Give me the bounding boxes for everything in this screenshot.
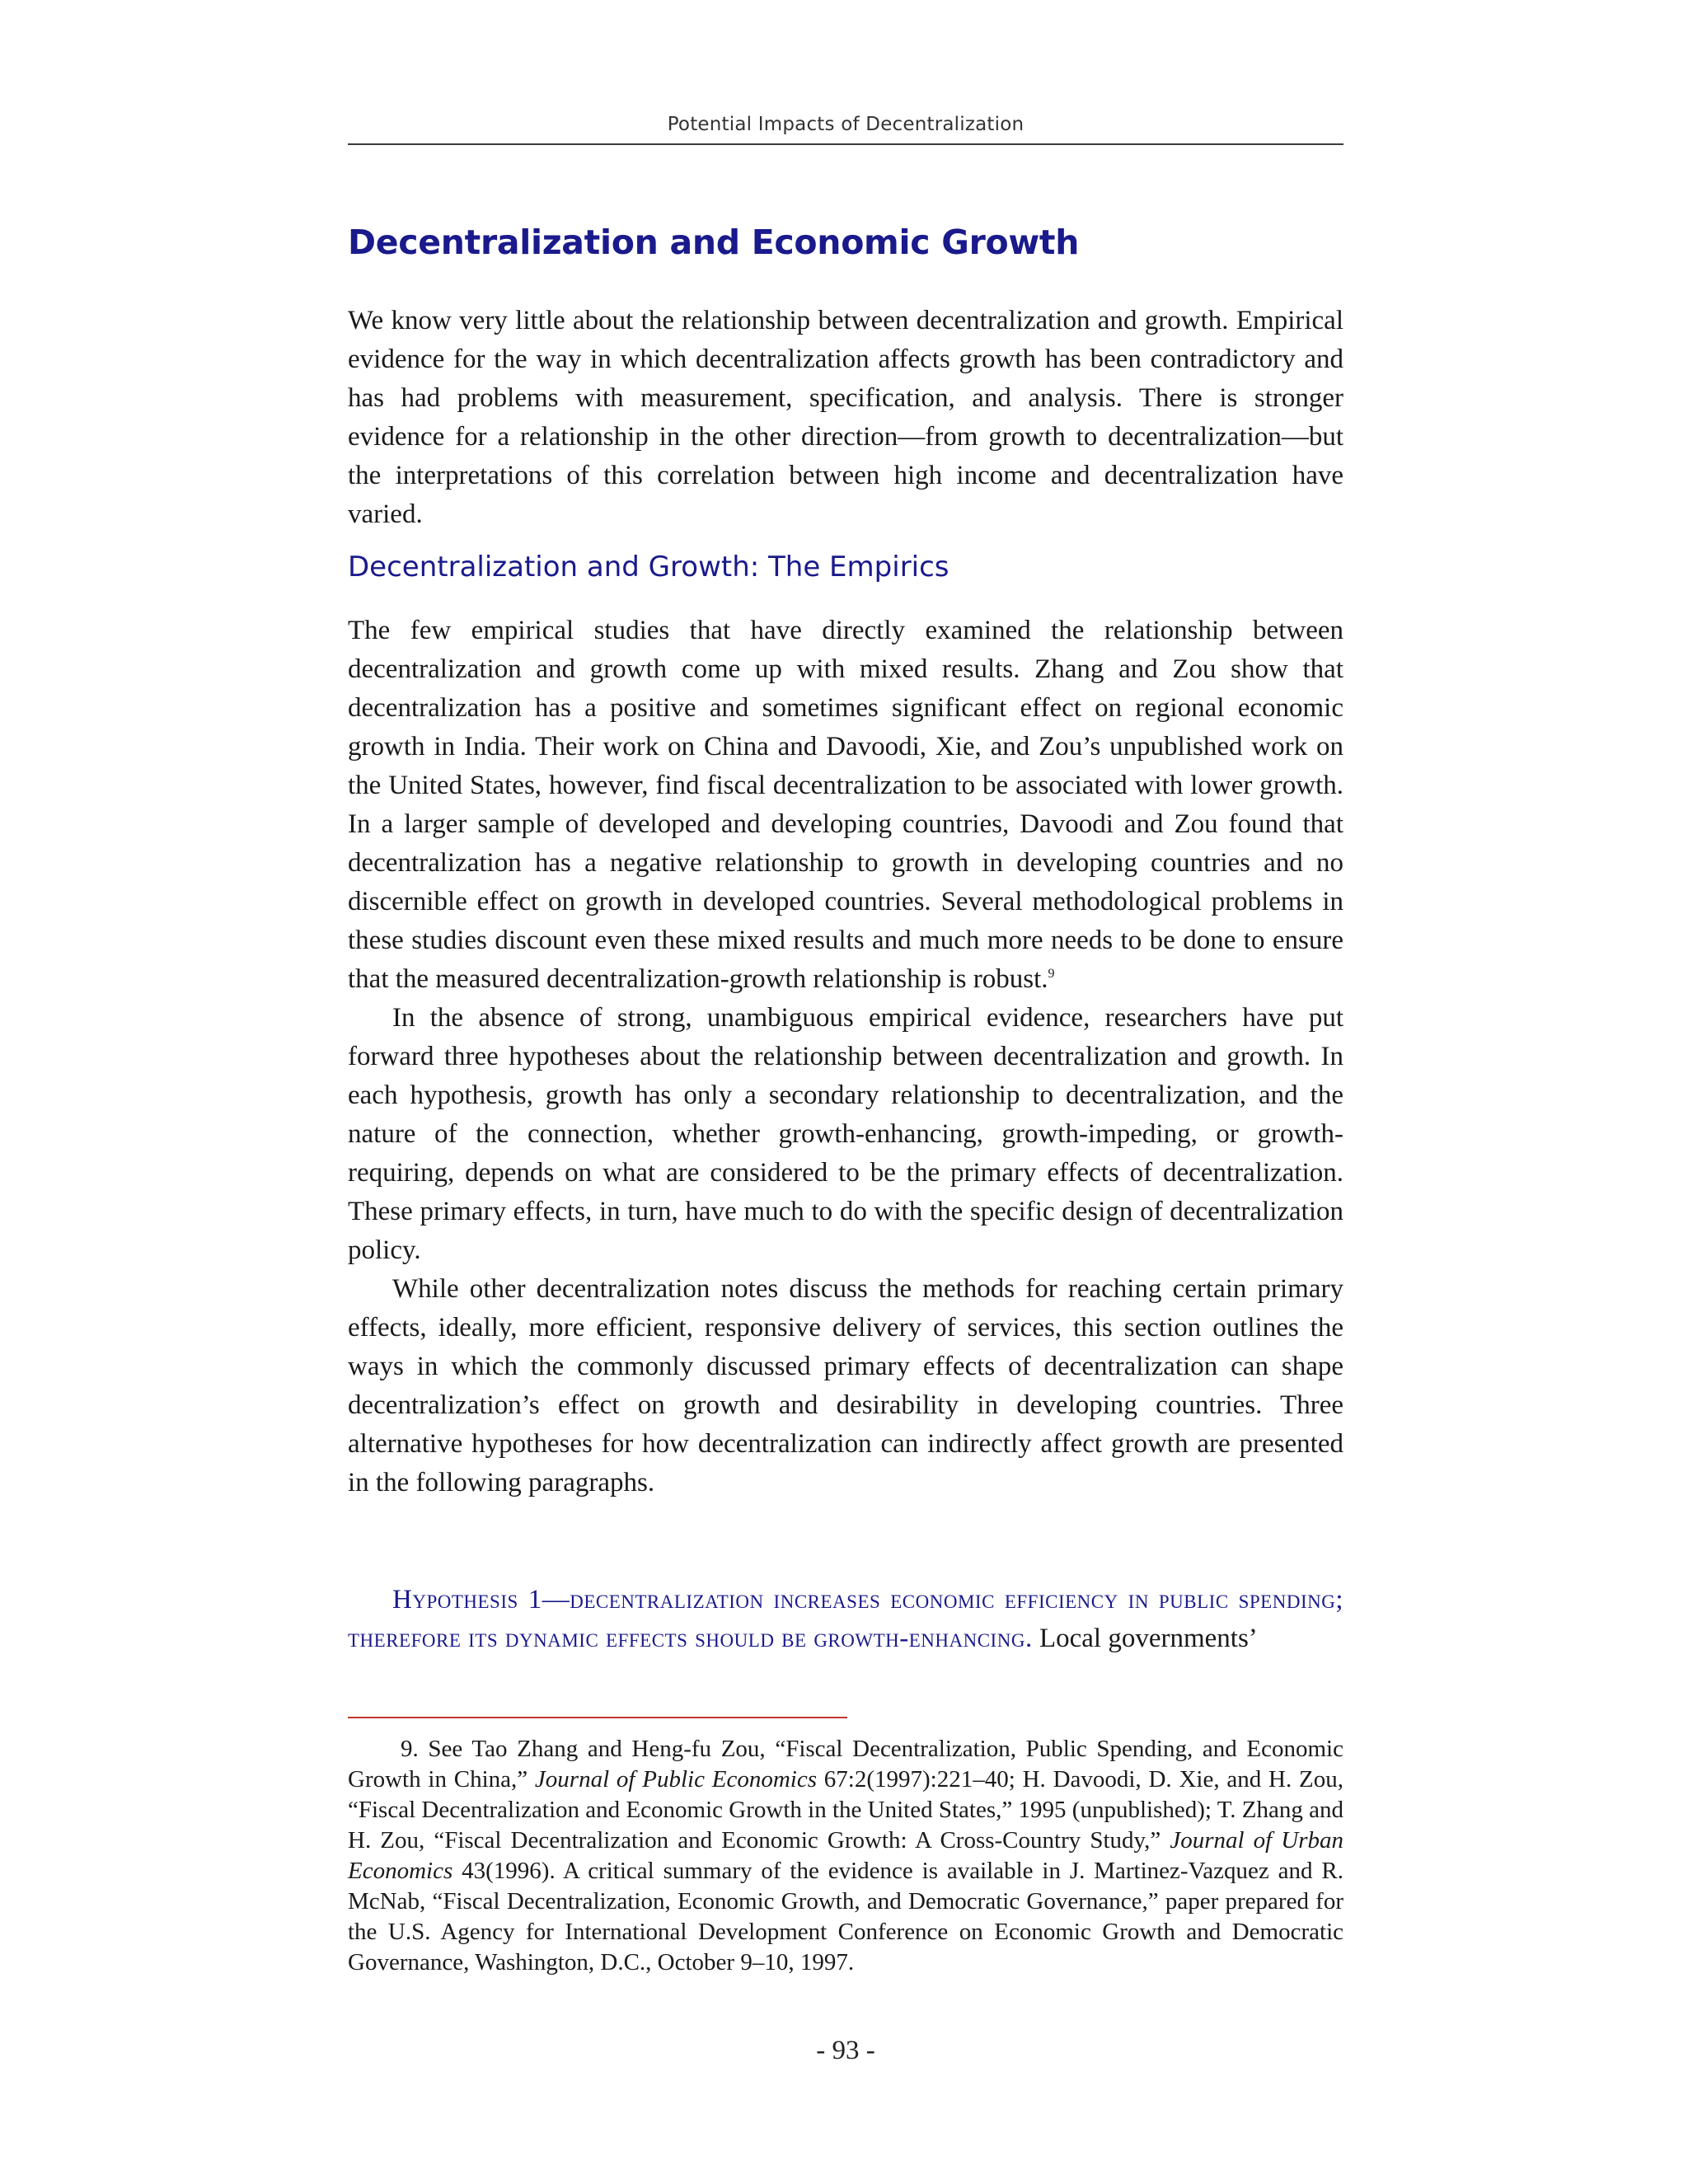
empirics-paragraph-3: While other decentralization notes discuss the methods for reaching certain primary effects, ideally, more efficient, responsive delivery of services, this section outlines the ways in which the commonly discussed primary effects of decentralization can shape decentralization’s effect on growth and desirability in developing countries. Three alternative hypotheses for how decentralization can indirectly affect growth are presented in the following paragraphs. xyxy=(348,1274,1343,1497)
intro-block xyxy=(348,302,1343,534)
footnote-text-part-2: 67:2(1997):221–40; H. Davoodi, D. Xie, and H. Zou, “Fiscal Decentralization and Economic Growth in the United States,” 1995 (unpublished); T. Zhang and H. Zou, “Fiscal Decentralization and Economic Growth: A Cross-Country Study,” xyxy=(348,1766,1343,1854)
footnote-journal-2: Journal of Urban Economics xyxy=(348,1827,1343,1884)
hypothesis-text: Local governments’ xyxy=(1032,1624,1258,1653)
header-rule xyxy=(348,143,1343,145)
empirics-paragraph-1 xyxy=(348,612,1343,999)
hypothesis-block xyxy=(348,1581,1343,1658)
footnote-rule xyxy=(348,1717,847,1718)
footnote-journal-1: Journal of Public Economics xyxy=(534,1766,818,1793)
running-header: Potential Impacts of Decentralization xyxy=(667,114,1025,135)
section-title: Decentralization and Economic Growth xyxy=(348,223,1080,262)
empirics-block xyxy=(348,612,1343,1502)
hypothesis-paragraph xyxy=(348,1581,1343,1658)
footnote-reference[interactable]: 9 xyxy=(1048,967,1055,981)
page-number: - 93 - xyxy=(816,2036,875,2065)
subsection-title: Decentralization and Growth: The Empirics xyxy=(348,551,950,583)
footnote-text-part-3: 43(1996). A critical summary of the evidence is available in J. Martinez-Vazquez and R. McNab, “Fiscal Decentralization, Economic Growth, and Democratic Governance,” paper prepared for the U.S. Agency for International Development Conference on Economic Growth and Democratic Governance, Washington, D.C., October 9–10, 1997. xyxy=(348,1858,1343,1975)
footnote-9 xyxy=(348,1734,1343,1978)
intro-paragraph: We know very little about the relationship between decentralization and growth. Empirical evidence for the way in which decentralization affects growth has been contradictory and has had problems with measurement, specification, and analysis. There is stronger evidence for a relationship in the other direction—from growth to decentralization—but the interpretations of this correlation between high income and decentralization have varied. xyxy=(348,306,1343,529)
empirics-paragraph-2: In the absence of strong, unambiguous empirical evidence, researchers have put forward three hypotheses about the relationship between decentralization and growth. In each hypothesis, growth has only a secondary relationship to decentralization, and the nature of the connection, whether growth-enhancing, growth-impeding, or growth-requiring, depends on what are considered to be the primary effects of decentralization. These primary effects, in turn, have much to do with the specific design of decentralization policy. xyxy=(348,1003,1343,1265)
footnote-number: 9. xyxy=(401,1736,419,1762)
footnote-text-part-1: See Tao Zhang and Heng-fu Zou, “Fiscal Decentralization, Public Spending, and Economic Growth in China,” xyxy=(348,1736,1343,1793)
empirics-paragraph-1-text: The few empirical studies that have directly examined the relationship between decentralization and growth come up with mixed results. Zhang and Zou show that decentralization has a positive and sometimes significant effect on regional economic growth in India. Their work on China and Davoodi, Xie, and Zou’s unpublished work on the United States, however, find fiscal decentralization to be associated with lower growth. In a larger sample of developed and developing countries, Davoodi and Zou found that decentralization has a negative relationship to growth in developing countries and no discernible effect on growth in developed countries. Several methodological problems in these studies discount even these mixed results and much more needs to be done to ensure that the measured decentralization-growth relationship is robust. xyxy=(348,616,1343,994)
hypothesis-label: Hypothesis 1—decentralization increases economic efficiency in public spending; therefore its dynamic effects should be growth-enhancing. xyxy=(348,1585,1343,1653)
